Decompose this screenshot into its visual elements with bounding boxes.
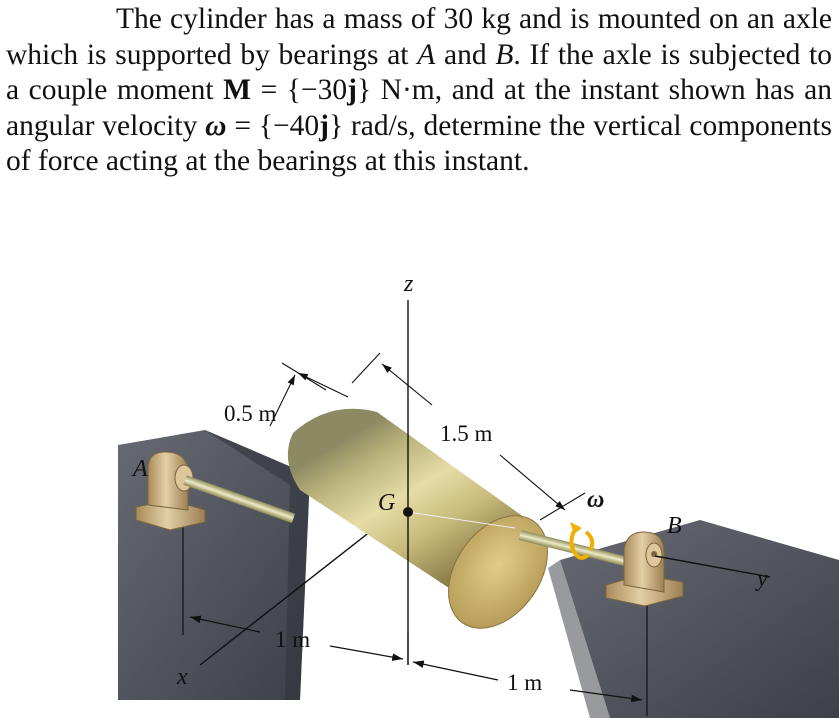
omega-symbol: ω: [205, 109, 227, 142]
problem-text-1: The cylinder has a mass of 30 kg and is mounted on an axle which is supported by bearings at: [6, 3, 832, 71]
dim-right-line-1: [413, 662, 498, 680]
length-extension-2: [540, 493, 585, 520]
left-dimension-label: 1 m: [275, 627, 311, 652]
length-dimension-label: 1.5 m: [440, 421, 493, 446]
axis-label-y: y: [757, 566, 768, 592]
point-b-label: B: [495, 38, 514, 71]
axis-label-x: x: [177, 664, 188, 690]
moment-value: = {−30: [251, 74, 348, 106]
cylinder: [288, 409, 568, 647]
unit-vector-j-1: j: [347, 74, 357, 106]
center-label-g: G: [378, 490, 396, 516]
dim-left-line-2: [330, 646, 403, 659]
bearing-label-b: B: [667, 513, 682, 539]
radius-extension-1: [282, 363, 326, 390]
point-a-label: A: [417, 38, 436, 71]
right-dimension-label: 1 m: [507, 670, 543, 695]
radius-dim-line: [298, 373, 348, 397]
axis-label-z: z: [404, 271, 414, 297]
problem-statement: [6, 2, 832, 180]
omega-unit: } rad/s, determine the vertical components of force acting at the bearings at this instant.: [6, 109, 832, 177]
moment-symbol: M: [223, 74, 251, 106]
bearing-label-a: A: [133, 456, 148, 482]
omega-label: ω: [587, 487, 605, 513]
center-of-mass-g: [403, 507, 413, 517]
length-extension-1: [352, 353, 380, 383]
unit-vector-j-2: j: [319, 109, 329, 142]
moment-unit: } N·m, and at the instant shown has an angular velocity: [6, 74, 832, 142]
length-dim-line-2: [500, 455, 565, 510]
cylinder-axle-diagram: [0, 265, 839, 718]
length-dim-line-1: [382, 364, 432, 405]
problem-text-2: . If the axle is subjected to a couple moment: [6, 38, 832, 106]
problem-text-and: and: [435, 38, 496, 71]
radius-dimension-label: 0.5 m: [224, 401, 277, 426]
omega-value: = {−40: [226, 109, 320, 142]
